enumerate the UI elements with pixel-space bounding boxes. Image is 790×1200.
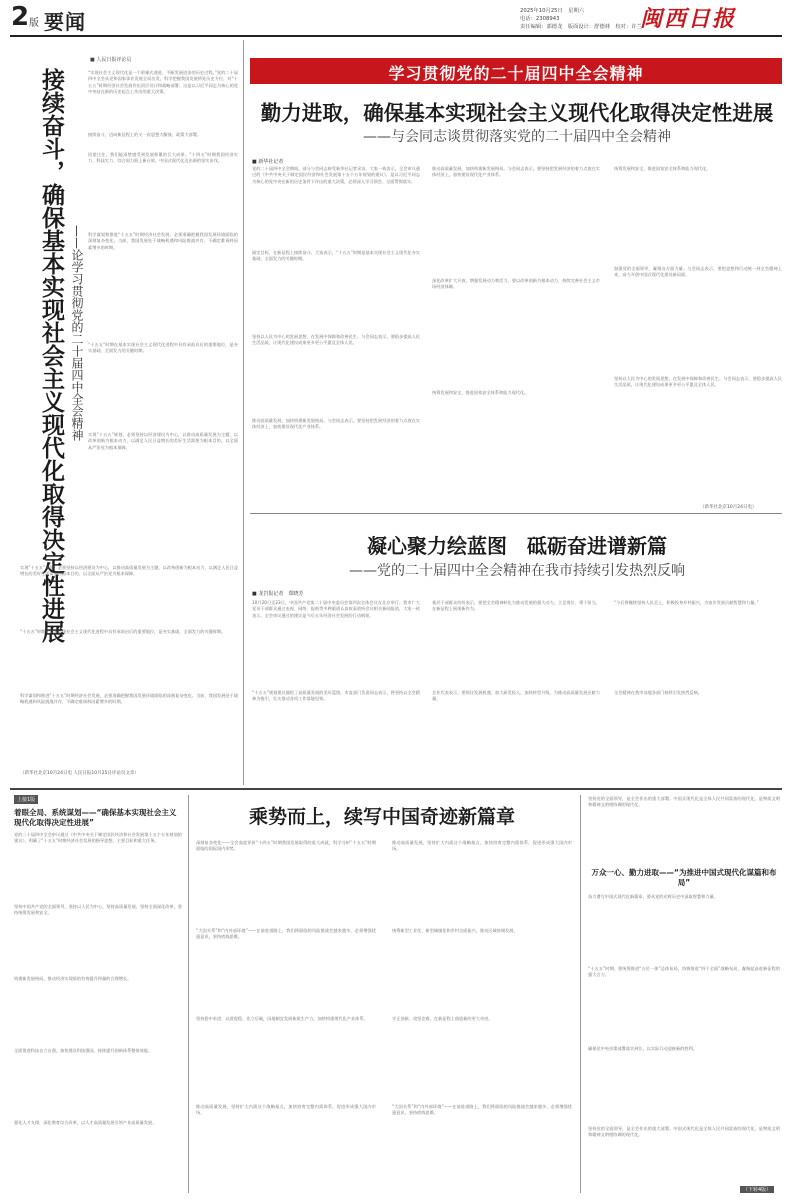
column-divider xyxy=(580,795,581,1193)
column-divider xyxy=(188,795,189,1193)
paragraph: “十五五”时期在基本实现社会主义现代化进程中具有承前启后的重要地位，是夯实基础、全面发力的关键时期。 xyxy=(20,629,226,634)
header-rule xyxy=(10,35,782,37)
paragraph: 实现“十五五”规划，必须坚持以经济建设为中心，以推动高质量发展为主题，以改革创新为根本动力，以满足人民日益增长的美好生活需要为根本目的，以全面从严治党为根本保障。 xyxy=(20,565,238,577)
editors: 责任编辑：郭德龙 版面设计：舒德林 校对：许兰 xyxy=(520,24,642,30)
topic-banner xyxy=(250,58,782,84)
paragraph: 科学谋划和推进“十五五”时期经济社会发展，必须准确把握我国发展环境面临的深刻复杂变化。当前，我国发展处于战略机遇和风险挑战并存、不确定难预料因素增多的时期。 xyxy=(20,693,238,705)
paragraph: 守正创新、攻坚克难，在新征程上创造新的更大奇迹。 xyxy=(392,1016,493,1021)
article2-col-2 xyxy=(432,600,600,782)
article1-col-2 xyxy=(432,166,600,510)
paragraph: 基层干部群众纷纷表示，要把全会精神转化为推动发展的强大动力，立足岗位、勇于担当，在新征程上展现新作为。 xyxy=(432,600,600,612)
paragraph: “今后将继续坚持人民至上，积极投身乡村振兴，为家乡发展贡献智慧和力量。” xyxy=(614,600,759,605)
phone: 电话：2308943 xyxy=(520,16,560,22)
page-header xyxy=(0,0,790,34)
paragraph: 全面推进科技自立自强，加快建设科技强国，持续提升创新体系整体效能。 xyxy=(14,1048,153,1053)
newspaper-logo: 闽西日报 xyxy=(640,6,737,32)
article1-subtitle: ——与会同志谈贯彻落实党的二十届四中全会精神 xyxy=(363,129,671,145)
bottom-article-col-2 xyxy=(392,840,572,1192)
paragraph: 推动高质量发展，加快构建新发展格局。与会同志表示，要坚持把发展经济的着力点放在实体经济上，加快建设现代化产业体系。 xyxy=(252,418,420,430)
paragraph: 推动高质量发展，坚持扩大内需这个战略基点，加快培育完整内需体系，促进形成强大国内市场。 xyxy=(392,840,572,852)
square-bullet-icon: ■ xyxy=(90,57,97,63)
article1-col-1 xyxy=(252,166,420,510)
commentary-subhead: ——论学习贯彻党的二十届四中全会精神 xyxy=(70,225,84,441)
paragraph: 推动高质量发展，坚持扩大内需这个战略基点，加快培育完整内需体系，促进形成强大国内市场。 xyxy=(196,1104,376,1116)
article1-body xyxy=(252,166,782,510)
paragraph: 全会精神在我市各地各部门持续引发热烈反响。 xyxy=(614,690,702,695)
bottom-article-title: 乘势而上，续写中国奇迹新篇章 xyxy=(248,806,515,828)
article1-footer: （新华社北京10月24日电） xyxy=(700,505,757,510)
article2-byline: ■ 龙岩报记者 郑晓芳 xyxy=(252,591,304,597)
paragraph: 实现“十五五”规划，必须坚持以经济建设为中心，以推动高质量发展为主题，以改革创新为根本动力，以满足人民日益增长的美好生活需要为根本目的，以全面从严治党为根本保障。 xyxy=(88,432,238,450)
paragraph: 坚持以人民为中心的发展思想，在发展中保障和改善民生。与会同志表示，要稳步提高人民生活品质，让现代化建设成果更多更公平惠及全体人民。 xyxy=(614,376,782,388)
paragraph: 坚持党的全面领导，是全会作出的重大部署。中国式现代化是全体人民共同富裕的现代化，是物质文明和精神文明相协调的现代化。 xyxy=(588,796,780,808)
paragraph: 构建新发展格局，推动经济实现质的有效提升和量的合理增长。 xyxy=(14,976,132,981)
page-number: 2 xyxy=(11,2,30,32)
article2-col-3 xyxy=(614,600,782,782)
section-name: 要闻 xyxy=(44,10,86,34)
paragraph: “大国关系”和“内外部环境”——在前进道路上，我们将面临的风险挑战会越来越多，必须增强忧患意识，坚持底线思维。 xyxy=(196,928,376,940)
paragraph: 深化改革扩大开放，增强发展动力和活力。要以改革创新为根本动力，持续完善社会主义市场经济体制。 xyxy=(432,278,600,290)
paragraph: 接续奋斗，迈向新征程上的又一次思想大解放、政策大部署。 xyxy=(88,132,202,137)
paragraph: 深刻复杂变化——全会高度评价“十四五”时期我国发展取得的重大成就，科学分析“十五五”时期面临的国际国内形势。 xyxy=(196,840,376,852)
paragraph: 强化人才支撑，深化教育综合改革，以人才高质量发展引领产业高质量发展。 xyxy=(14,1120,157,1125)
commentary-body-bottom xyxy=(20,565,238,765)
paragraph: 坚持党的全面领导，是全会作出的重大部署。中国式现代化是全体人民共同富裕的现代化，是物质文明和精神文明相协调的现代化。 xyxy=(588,1126,780,1138)
paragraph: 统筹新型工业化、新型城镇化和乡村全面振兴，推动区域协调发展。 xyxy=(392,928,518,933)
paragraph: 回望过往，我们能清楚感受到发展积累的巨大成果。“十四五”时期我国经济实力、科技实力、综合国力跃上新台阶，中国式现代化迈出新的坚实步伐。 xyxy=(88,152,238,164)
article1-title: 勤力进取，确保基本实现社会主义现代化取得决定性进展 xyxy=(260,101,774,125)
bottom-left-body xyxy=(14,832,182,1192)
paragraph: “十五五”时期，要统筹推进“五位一体”总体布局，协调推进“四个全面”战略布局，凝聚起奋进新征程的强大合力。 xyxy=(588,966,780,978)
continued-tag: 上接1版 xyxy=(14,795,38,804)
paragraph: 统筹发展和安全，推进国家安全体系和能力现代化。 xyxy=(432,390,529,395)
paragraph: 确保党中央决策部署落实到位，以实际行动迎接新的胜利。 xyxy=(588,1046,697,1051)
section-divider xyxy=(10,788,782,790)
commentary-headline: 接续奋斗，确保基本实现社会主义现代化取得决定性进展 xyxy=(38,68,65,643)
article2-body xyxy=(252,600,782,782)
commentary-tag: ■ 人民日报评论员 xyxy=(90,57,132,63)
bottom-article-body xyxy=(196,840,572,1192)
paragraph: 党的二十届四中全会审议通过《中共中央关于制定国民经济和社会发展第十五个五年规划的建议》，明确了“十五五”时期经济社会发展的指导思想、主要目标和重大任务。 xyxy=(14,832,182,844)
commentary-column xyxy=(10,40,240,790)
article1-col-3 xyxy=(614,166,782,510)
paragraph: 推动高质量发展，加快构建新发展格局。与会同志表示，要坚持把发展经济的着力点放在实体经济上，加快建设现代化产业体系。 xyxy=(432,166,600,178)
page-number-suffix: 版 xyxy=(29,18,39,29)
continued-footer: （下转4版） xyxy=(740,1186,774,1193)
paragraph: 党的二十届四中全会期间，部分与会同志接受新华社记者采访。大家一致表示，全会审议通过的《中共中央关于制定国民经济和社会发展第十五个五年规划的建议》，是以习近平同志为核心的党中央在新的历史条件下作出的重大决策，必须深入学习领会、全面贯彻落实。 xyxy=(252,166,420,184)
article2-col-1 xyxy=(252,600,420,782)
paragraph: “大国关系”和“内外部环境”——在前进道路上，我们将面临的风险挑战会越来越多，必须增强忧患意识，坚持底线思维。 xyxy=(392,1104,572,1116)
paragraph: 10月20日至23日，中国共产党第二十届中央委员会第四次全体会议在北京举行。我市广大党员干部群众通过电视、网络、报纸等多种渠道认真收看收听会议相关新闻报道，大家一致表示，全会审议通过的建议是今后五年经济社会发展的行动纲领。 xyxy=(252,600,420,618)
paragraph: 坚持中国共产党的全面领导，坚持以人民为中心，坚持高质量发展，坚持全面深化改革，坚持统筹发展和安全。 xyxy=(14,904,182,916)
paragraph: “十五五”规划建议描绘了高质量发展的美好蓝图。市直部门负责同志表示，将坚持以全会精神为指引，扎实推动各项工作落地见效。 xyxy=(252,690,420,702)
bottom-left-title: 着眼全局、系统谋划——“确保基本实现社会主义现代化取得决定性进展” xyxy=(14,808,177,827)
paragraph: “实现社会主义现代化是一个阶梯式递进、不断发展进步的历史过程。”党的二十届四中全会从党和国家事业发展全局出发，科学把握我国发展所处历史方位，对“十五五”时期经济社会发展作出顶层设计和战略部署。这是以习近平同志为核心的党中央站在新的历史起点上作出的重大决策。 xyxy=(88,70,238,94)
commentary-byline: （新华社北京10月24日电 人民日报10月25日评论员文章） xyxy=(20,771,139,776)
paragraph: 企业代表表示，要抓住发展机遇，加大研发投入，加快转型升级，为推动高质量发展贡献力量。 xyxy=(432,690,600,702)
bottom-right-body xyxy=(588,796,780,1192)
article-divider xyxy=(250,513,782,514)
paragraph: 统筹发展和安全，推进国家安全体系和能力现代化。 xyxy=(614,166,711,171)
paragraph: 坚持稳中求进、以进促稳、先立后破，因地制宜发展新质生产力，加快构建现代化产业体系。 xyxy=(196,1016,368,1021)
article2-subtitle: ——党的二十届四中全会精神在我市持续引发热烈反响 xyxy=(349,563,685,579)
issue-date: 2025年10月25日 星期六 xyxy=(520,8,585,14)
paragraph: 科学谋划和推进“十五五”时期经济社会发展，必须准确把握我国发展环境面临的深刻复杂变化。当前，我国发展处于战略机遇和风险挑战并存、不确定难预料因素增多的时期。 xyxy=(88,232,238,250)
paragraph: “十五五”时期在基本实现社会主义现代化进程中具有承前启后的重要地位，是夯实基础、全面发力的关键时期。 xyxy=(88,342,238,354)
bottom-article-col-1 xyxy=(196,840,376,1192)
paragraph: 坚持以人民为中心的发展思想，在发展中保障和改善民生。与会同志表示，要稳步提高人民生活品质，让现代化建设成果更多更公平惠及全体人民。 xyxy=(252,334,420,346)
article2-title: 凝心聚力绘蓝图 砥砺奋进谱新篇 xyxy=(367,534,667,558)
paragraph: 加强党的全面领导，凝聚各方面力量。与会同志表示，要把思想和行动统一到全会精神上来，奋力开创中国式现代化建设新局面。 xyxy=(614,266,782,278)
article1-byline: ■ 新华社记者 xyxy=(252,159,284,165)
banner-title: 学习贯彻党的二十届四中全会精神 xyxy=(388,64,644,83)
column-divider xyxy=(243,40,244,785)
paragraph: 锚定目标，在新征程上接续奋斗。大家表示，“十五五”时期是基本实现社会主义现代化夯实基础、全面发力的关键时期。 xyxy=(252,250,420,262)
commentary-body-top xyxy=(88,70,238,550)
paragraph: 奋力谱写中国式现代化新篇章，要从党的光辉历史中汲取智慧和力量。 xyxy=(588,894,718,899)
bottom-right-subtitle: 万众一心、勤力进取——“为推进中国式现代化谋篇和布局” xyxy=(591,868,777,887)
